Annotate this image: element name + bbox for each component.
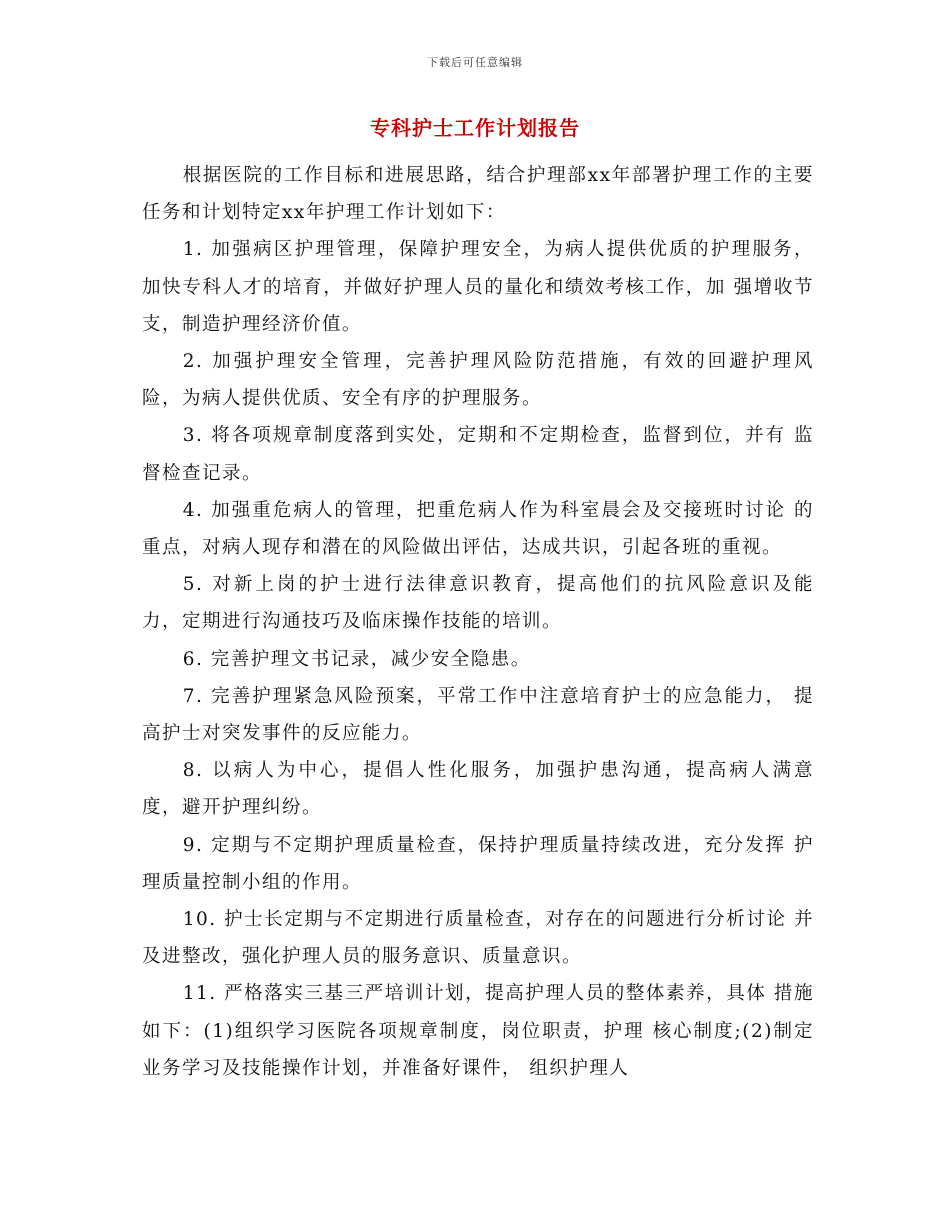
document-title: 专科护士工作计划报告: [370, 116, 580, 140]
paragraph-item-2: 2. 加强护理安全管理，完善护理风险防范措施，有效的回避护理风 险，为病人提供优质、安全有序的护理服务。: [142, 351, 814, 410]
paragraph-item-8: 8. 以病人为中心，提倡人性化服务，加强护患沟通，提高病人满意 度，避开护理纠纷。: [142, 760, 814, 819]
paragraph-item-9: 9. 定期与不定期护理质量检查，保持护理质量持续改进，充分发挥 护理质量控制小组的作用。: [142, 834, 814, 893]
paragraph-item-3: 3. 将各项规章制度落到实处，定期和不定期检查，监督到位，并有 监督检查记录。: [142, 425, 814, 484]
paragraph-item-10: 10. 护士长定期与不定期进行质量检查，对存在的问题进行分析讨论 并及进整改，强化护理人员的服务意识、质量意识。: [142, 909, 814, 968]
paragraph-item-6: 6. 完善护理文书记录，减少安全隐患。: [182, 648, 531, 670]
paragraph-item-1: 1. 加强病区护理管理，保障护理安全，为病人提供优质的护理服务， 加快专科人才的培育，并做好护理人员的量化和绩效考核工作，加 强增收节支，制造护理经济价值。: [142, 239, 814, 335]
paragraph-item-5: 5. 对新上岗的护士进行法律意识教育，提高他们的抗风险意识及能 力，定期进行沟通技巧及临床操作技能的培训。: [142, 574, 814, 633]
paragraph-item-7: 7. 完善护理紧急风险预案，平常工作中注意培育护士的应急能力， 提高护士对突发事件的反应能力。: [142, 685, 814, 745]
paragraph-intro: 根据医院的工作目标和进展思路，结合护理部xx年部署护理工作的主要任务和计划特定xx年护理工作计划如下：: [142, 165, 814, 224]
document-body: [142, 157, 814, 1087]
header-note: 下载后可任意编辑: [427, 56, 523, 69]
paragraph-item-4: 4. 加强重危病人的管理，把重危病人作为科室晨会及交接班时讨论 的重点，对病人现存和潜在的风险做出评估，达成共识，引起各班的重视。: [142, 499, 814, 559]
paragraph-item-11: 11. 严格落实三基三严培训计划，提高护理人员的整体素养，具体 措施如下：(1)组织学习医院各项规章制度，岗位职责，护理 核心制度;(2)制定业务学习及技能操作计划，并准备好课件， 组织护理人: [142, 983, 814, 1079]
